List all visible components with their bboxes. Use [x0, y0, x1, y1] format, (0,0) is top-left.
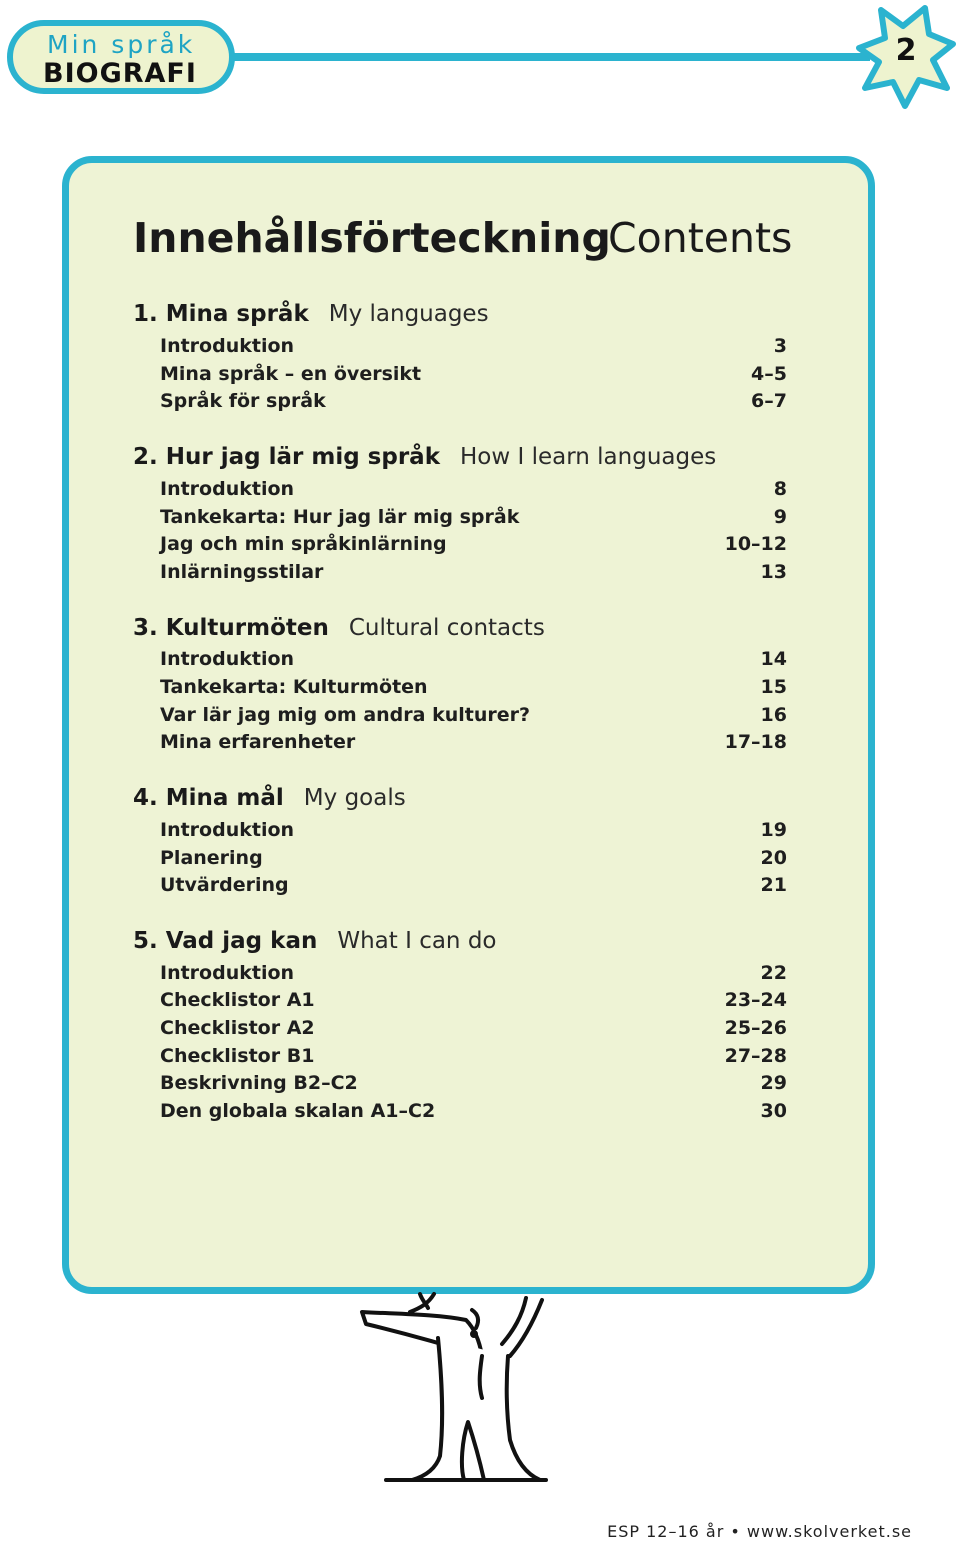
toc-entry-label: Checklistor B1 [160, 1045, 315, 1067]
section-heading [133, 928, 497, 958]
character-illustration [356, 1290, 556, 1490]
toc-entry [160, 335, 787, 361]
toc-entry-pages: 10–12 [724, 533, 787, 555]
section-title: 3. Kulturmöten [133, 615, 329, 641]
toc-entry-pages: 17–18 [724, 731, 787, 753]
section-title: 5. Vad jag kan [133, 928, 318, 954]
toc-entry-label: Tankekarta: Kulturmöten [160, 676, 428, 698]
toc-entry [160, 704, 787, 730]
series-title-line2: BIOGRAFI [43, 58, 197, 89]
toc-entry-pages: 20 [760, 847, 787, 869]
toc-entry [160, 363, 787, 389]
toc-entry-pages: 8 [773, 478, 787, 500]
toc-entry [160, 506, 787, 532]
section-title-english: What I can do [337, 928, 497, 954]
toc-entry [160, 1072, 787, 1098]
toc-entry [160, 1045, 787, 1071]
section-title: 2. Hur jag lär mig språk [133, 444, 440, 470]
toc-entry-label: Mina erfarenheter [160, 731, 356, 753]
section-heading [133, 615, 545, 645]
section-title: 1. Mina språk [133, 301, 309, 327]
section-heading [133, 444, 716, 474]
toc-entry-pages: 25–26 [724, 1017, 787, 1039]
toc-entry [160, 1017, 787, 1043]
toc-entry-label: Beskrivning B2–C2 [160, 1072, 358, 1094]
section-title-english: How I learn languages [460, 444, 717, 470]
toc-entry-pages: 21 [760, 874, 787, 896]
toc-entry-pages: 27–28 [724, 1045, 787, 1067]
toc-entry-pages: 4–5 [751, 363, 787, 385]
section-heading [133, 301, 489, 331]
section-title-english: Cultural contacts [348, 615, 545, 641]
toc-entry-label: Planering [160, 847, 263, 869]
toc-entry-pages: 3 [773, 335, 787, 357]
toc-entry-pages: 30 [760, 1100, 787, 1122]
toc-entry-pages: 19 [760, 819, 787, 841]
page-title-english: Contents [608, 214, 793, 262]
toc-entry-label: Mina språk – en översikt [160, 363, 422, 385]
section-title-english: My goals [303, 785, 406, 811]
toc-entry [160, 731, 787, 757]
toc-entry [160, 390, 787, 416]
toc-entry [160, 989, 787, 1015]
toc-entry-label: Språk för språk [160, 390, 326, 412]
toc-entry [160, 962, 787, 988]
toc-entry-label: Checklistor A2 [160, 1017, 315, 1039]
toc-entry [160, 676, 787, 702]
toc-entry-label: Checklistor A1 [160, 989, 315, 1011]
toc-entry-label: Var lär jag mig om andra kulturer? [160, 704, 531, 726]
toc-entry [160, 648, 787, 674]
toc-entry-label: Introduktion [160, 478, 295, 500]
toc-entry [160, 478, 787, 504]
toc-entry [160, 561, 787, 587]
series-title-line1: Min språk [47, 30, 196, 59]
toc-entry-pages: 15 [760, 676, 787, 698]
section-heading [133, 785, 406, 815]
toc-entry-pages: 13 [760, 561, 787, 583]
toc-entry-label: Jag och min språkinlärning [160, 533, 447, 555]
header-rule [234, 53, 870, 61]
footer-text: ESP 12–16 år • www.skolverket.se [607, 1522, 912, 1541]
toc-entry [160, 819, 787, 845]
toc-entry [160, 1100, 787, 1126]
toc-entry-pages: 29 [760, 1072, 787, 1094]
toc-entry [160, 533, 787, 559]
toc-entry [160, 874, 787, 900]
toc-entry [160, 847, 787, 873]
toc-entry-pages: 9 [773, 506, 787, 528]
toc-entry-pages: 14 [760, 648, 787, 670]
toc-entry-pages: 16 [760, 704, 787, 726]
toc-entry-label: Inlärningsstilar [160, 561, 324, 583]
toc-entry-label: Utvärdering [160, 874, 289, 896]
toc-entry-label: Introduktion [160, 962, 295, 984]
toc-entry-label: Introduktion [160, 335, 295, 357]
toc-entry-label: Den globala skalan A1–C2 [160, 1100, 436, 1122]
toc-entry-label: Introduktion [160, 819, 295, 841]
section-title: 4. Mina mål [133, 785, 284, 811]
toc-entry-label: Tankekarta: Hur jag lär mig språk [160, 506, 520, 528]
page-number: 2 [895, 33, 917, 68]
toc-entry-pages: 6–7 [751, 390, 787, 412]
toc-entry-label: Introduktion [160, 648, 295, 670]
page-title: Innehållsförteckning [133, 214, 611, 262]
section-title-english: My languages [328, 301, 489, 327]
toc-entry-pages: 22 [760, 962, 787, 984]
toc-entry-pages: 23–24 [724, 989, 787, 1011]
series-badge [7, 20, 235, 94]
